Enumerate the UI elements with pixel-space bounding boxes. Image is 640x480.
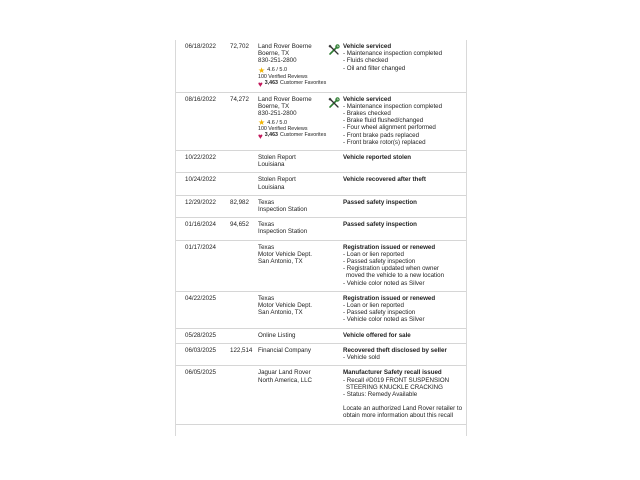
odometer-reading: 82,982 <box>230 195 256 217</box>
source-cell <box>256 195 328 217</box>
source-line: Texas <box>258 243 275 251</box>
icon-cell <box>328 151 342 173</box>
source-cell <box>256 40 328 92</box>
source-cell <box>256 151 328 173</box>
event-detail-item: - Front brake pads replaced <box>343 131 420 139</box>
event-detail-item: - Fluids checked <box>343 57 389 65</box>
event-date: 10/22/2022 <box>176 151 230 173</box>
history-row <box>176 195 466 217</box>
odometer-reading: 74,272 <box>230 92 256 150</box>
event-detail-item: - Brakes checked <box>343 110 391 118</box>
source-cell <box>256 173 328 195</box>
source-line: Motor Vehicle Dept. <box>258 250 312 258</box>
heart-icon: ♥ <box>258 132 263 142</box>
vehicle-history-panel <box>175 40 467 436</box>
source-line: Inspection Station <box>258 228 308 236</box>
event-detail-item: - Vehicle color noted as Silver <box>343 279 425 287</box>
event-detail-item: - Passed safety inspection <box>343 309 416 317</box>
event-date: 01/16/2024 <box>176 218 230 240</box>
event-date: 05/28/2025 <box>176 328 230 343</box>
event-details <box>342 328 466 343</box>
source-cell <box>256 92 328 150</box>
event-details <box>342 240 466 291</box>
event-details <box>342 218 466 240</box>
history-row <box>176 218 466 240</box>
source-line: San Antonio, TX <box>258 309 303 317</box>
event-detail-item: - Brake fluid flushed/changed <box>343 117 424 125</box>
event-detail-item: - Vehicle color noted as Silver <box>343 316 425 324</box>
source-line: San Antonio, TX <box>258 258 303 266</box>
odometer-reading <box>230 328 256 343</box>
favorites-count: 3,463 <box>264 132 279 139</box>
source-line: Boerne, TX <box>258 50 290 58</box>
event-details <box>342 40 466 92</box>
history-row <box>176 328 466 343</box>
favorites-label: Customer Favorites <box>280 132 327 139</box>
heart-icon: ♥ <box>258 79 263 89</box>
source-line: Jaguar Land Rover <box>258 369 311 377</box>
source-line: Stolen Report <box>258 176 296 184</box>
source-line: Texas <box>258 198 275 206</box>
event-detail-item: - Maintenance inspection completed <box>343 102 443 110</box>
event-detail-item: - Vehicle sold <box>343 354 380 362</box>
event-title: Recovered theft disclosed by seller <box>343 346 447 354</box>
source-line: Motor Vehicle Dept. <box>258 302 312 310</box>
icon-cell <box>328 173 342 195</box>
event-details <box>342 173 466 195</box>
source-cell <box>256 240 328 291</box>
event-title: Vehicle recovered after theft <box>343 176 426 184</box>
source-line: Stolen Report <box>258 154 296 162</box>
wrench-screwdriver-icon <box>328 97 340 109</box>
odometer-reading: 94,652 <box>230 218 256 240</box>
odometer-reading: 122,514 <box>230 343 256 365</box>
source-cell <box>256 343 328 365</box>
event-date: 06/03/2025 <box>176 343 230 365</box>
source-cell <box>256 218 328 240</box>
history-row <box>176 343 466 365</box>
event-detail-item: - Maintenance inspection completed <box>343 50 443 58</box>
star-icon: ★ <box>258 118 266 128</box>
event-date: 06/05/2025 <box>176 366 230 424</box>
dealer-rating <box>258 67 328 74</box>
icon-cell <box>328 240 342 291</box>
source-line: Land Rover Boerne <box>258 95 312 103</box>
event-title: Vehicle serviced <box>343 95 392 103</box>
source-cell <box>256 366 328 424</box>
event-detail-item: - Registration updated when owner <box>343 265 439 273</box>
history-row <box>176 40 466 92</box>
reviews-count[interactable]: 100 Verified Reviews <box>258 126 308 133</box>
event-details <box>342 92 466 150</box>
icon-cell <box>328 195 342 217</box>
event-detail-item: STEERING KNUCKLE CRACKING <box>346 383 443 391</box>
event-details <box>342 343 466 365</box>
source-line: Boerne, TX <box>258 102 290 110</box>
favorites-label: Customer Favorites <box>280 79 327 86</box>
dealer-rating <box>258 119 328 126</box>
event-title: Registration issued or renewed <box>343 294 436 302</box>
favorites-count: 3,463 <box>264 79 279 86</box>
event-date: 10/24/2022 <box>176 173 230 195</box>
source-line: Land Rover Boerne <box>258 43 312 50</box>
odometer-reading <box>230 173 256 195</box>
event-detail-item: - Four wheel alignment performed <box>343 124 436 132</box>
source-cell <box>256 328 328 343</box>
event-title: Vehicle offered for sale <box>343 331 411 339</box>
event-date: 04/22/2025 <box>176 291 230 328</box>
history-row <box>176 151 466 173</box>
star-icon: ★ <box>258 65 266 75</box>
odometer-reading <box>230 240 256 291</box>
rating-value: 4.6 / 5.0 <box>267 119 288 126</box>
event-detail-item: - Passed safety inspection <box>343 258 416 266</box>
event-detail-item: - Recall #D019 FRONT SUSPENSION <box>343 376 450 384</box>
wrench-screwdriver-icon <box>328 44 340 56</box>
event-date: 12/29/2022 <box>176 195 230 217</box>
icon-cell <box>328 40 342 92</box>
event-details <box>342 195 466 217</box>
source-line: Online Listing <box>258 331 296 339</box>
history-row <box>176 173 466 195</box>
event-detail-item: - Status: Remedy Available <box>343 390 418 398</box>
source-line: 830-251-2800 <box>258 110 297 118</box>
source-line: 830-251-2800 <box>258 57 297 65</box>
source-line: Texas <box>258 221 275 229</box>
history-row <box>176 240 466 291</box>
icon-cell <box>328 328 342 343</box>
history-row <box>176 92 466 150</box>
event-date: 06/18/2022 <box>176 40 230 92</box>
odometer-reading: 72,702 <box>230 40 256 92</box>
event-title: Registration issued or renewed <box>343 243 436 251</box>
reviews-count[interactable]: 100 Verified Reviews <box>258 73 308 80</box>
source-line: Financial Company <box>258 346 311 354</box>
odometer-reading <box>230 291 256 328</box>
event-title: Manufacturer Safety recall issued <box>343 369 442 377</box>
source-line: North America, LLC <box>258 376 312 384</box>
event-detail-item: moved the vehicle to a new location <box>346 272 445 280</box>
event-title: Vehicle serviced <box>343 43 392 50</box>
icon-cell <box>328 291 342 328</box>
event-detail-item: - Oil and filter changed <box>343 64 406 72</box>
source-line: Texas <box>258 294 275 302</box>
odometer-reading <box>230 151 256 173</box>
event-title: Passed safety inspection <box>343 221 417 229</box>
event-date: 01/17/2024 <box>176 240 230 291</box>
source-cell <box>256 291 328 328</box>
event-details <box>342 291 466 328</box>
source-line: Louisiana <box>258 161 285 169</box>
event-title: Vehicle reported stolen <box>343 154 412 162</box>
icon-cell <box>328 343 342 365</box>
rating-value: 4.6 / 5.0 <box>267 67 288 74</box>
customer-favorites <box>258 81 328 88</box>
source-line: Louisiana <box>258 183 285 191</box>
history-table <box>176 40 466 425</box>
customer-favorites <box>258 133 328 140</box>
history-row <box>176 291 466 328</box>
source-line: Inspection Station <box>258 206 308 214</box>
event-details <box>342 151 466 173</box>
event-detail-item: - Front brake rotor(s) replaced <box>343 138 426 146</box>
recall-note: Locate an authorized Land Rover retailer to obtain more information about this recall <box>343 405 463 420</box>
event-detail-item: - Loan or lien reported <box>343 302 404 310</box>
odometer-reading <box>230 366 256 424</box>
event-date: 08/16/2022 <box>176 92 230 150</box>
icon-cell <box>328 92 342 150</box>
icon-cell <box>328 366 342 424</box>
history-row <box>176 366 466 424</box>
icon-cell <box>328 218 342 240</box>
event-detail-item: - Loan or lien reported <box>343 250 404 258</box>
event-title: Passed safety inspection <box>343 198 417 206</box>
event-details <box>342 366 466 424</box>
